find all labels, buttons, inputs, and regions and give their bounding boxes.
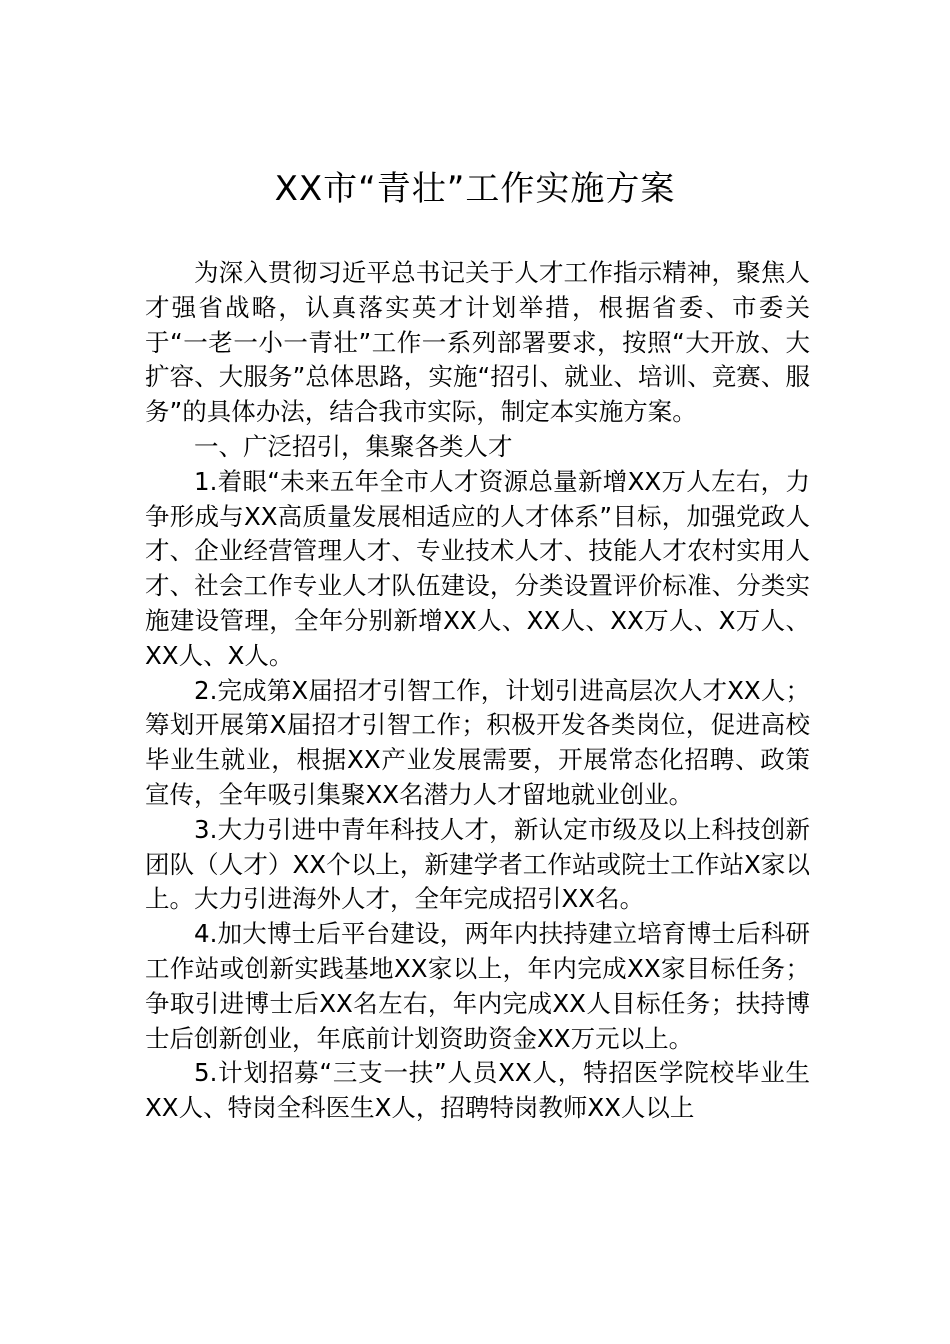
document-title: XX市“青壮”工作实施方案 xyxy=(274,169,676,209)
intro-paragraph: 为深入贯彻习近平总书记关于人才工作指示精神，聚焦人才强省战略，认真落实英才计划举措，根据省委、市委关于“一老一小一青壮”工作一系列部署要求，按照“大开放、大扩容、大服务”总体思路，实施“招引、就业、培训、竞赛、服务”的具体办法，结合我市实际，制定本实施方案。 xyxy=(145,258,810,427)
item-paragraph: 3.大力引进中青年科技人才，新认定市级及以上科技创新团队（人才）XX个以上，新建学者工作站或院士工作站X家以上。大力引进海外人才，全年完成招引XX名。 xyxy=(145,814,810,914)
item-paragraph: 1.着眼“未来五年全市人才资源总量新增XX万人左右，力争形成与XX高质量发展相适应的人才体系”目标，加强党政人才、企业经营管理人才、专业技术人才、技能人才农村实用人才、社会工作专业人才队伍建设，分类设置评价标准、分类实施建设管理，全年分别新增XX人、XX人、XX万人、X万人、XX人、X人。 xyxy=(145,466,810,670)
document-body xyxy=(145,256,810,1126)
item-paragraph: 2.完成第X届招才引智工作，计划引进高层次人才XX人；筹划开展第X届招才引智工作；积极开发各类岗位，促进高校毕业生就业，根据XX产业发展需要，开展常态化招聘、政策宣传，全年吸引集聚XX名潜力人才留地就业创业。 xyxy=(145,675,810,809)
section-heading: 一、广泛招引，集聚各类人才 xyxy=(194,431,513,461)
item-paragraph: 4.加大博士后平台建设，两年内扶持建立培育博士后科研工作站或创新实践基地XX家以上，年内完成XX家目标任务；争取引进博士后XX名左右，年内完成XX人目标任务；扶持博士后创新创业，年底前计划资助资金XX万元以上。 xyxy=(145,919,810,1053)
item-paragraph: 5.计划招募“三支一扶”人员XX人，特招医学院校毕业生XX人、特岗全科医生X人，招聘特岗教师XX人以上 xyxy=(145,1058,810,1123)
